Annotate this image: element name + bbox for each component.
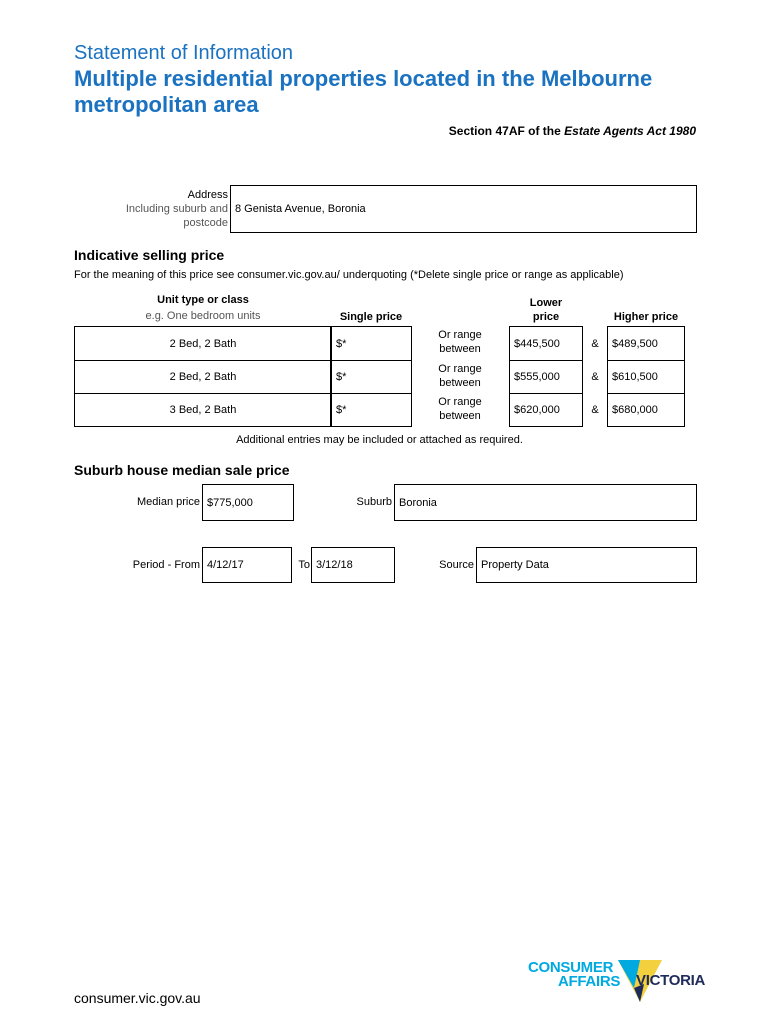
row1-lower[interactable]: $445,500: [509, 326, 583, 361]
row3-range-label: [412, 395, 508, 423]
indicative-price-heading: Indicative selling price: [74, 247, 225, 263]
row1-amp: &: [591, 337, 599, 350]
median-heading: Suburb house median sale price: [74, 462, 290, 478]
row2-unit[interactable]: 2 Bed, 2 Bath: [74, 360, 332, 394]
row2-range-1: Or range: [438, 363, 482, 375]
document-title-line1: Multiple residential properties located in the Melbourne: [74, 66, 653, 91]
legislation-act: Estate Agents Act 1980: [564, 124, 696, 138]
address-value: 8 Genista Avenue, Boronia: [235, 203, 366, 215]
row3-amp: &: [591, 404, 599, 416]
row1-range-2: between: [439, 343, 481, 355]
col-header-lower-1: Lower: [529, 297, 563, 309]
col-header-unit-example: e.g. One bedroom units: [145, 310, 261, 322]
source-field[interactable]: [476, 547, 697, 583]
logo-victoria: VICTORIA: [636, 972, 705, 989]
row2-range-label: [412, 362, 508, 390]
address-sublabel-1: Including suburb and: [125, 203, 228, 215]
suburb-label: Suburb: [356, 496, 392, 508]
row3-range-1: Or range: [438, 396, 482, 408]
period-from-value: 4/12/17: [207, 559, 244, 571]
period-from-label: Period - From: [132, 559, 200, 571]
source-label: Source: [439, 559, 474, 571]
col-header-lower: [509, 296, 583, 324]
row3-lower[interactable]: $620,000: [509, 393, 583, 427]
col-header-higher: Higher price: [613, 311, 679, 323]
row2-higher[interactable]: $610,500: [607, 360, 685, 394]
legislation-prefix: Section 47AF of the: [448, 124, 565, 138]
suburb-value: Boronia: [399, 496, 437, 509]
median-price-value: $775,000: [207, 496, 253, 509]
row2-single[interactable]: $*: [330, 360, 412, 394]
row3-higher[interactable]: $680,000: [607, 393, 685, 427]
row2-range-2: between: [439, 377, 481, 389]
median-price-field[interactable]: [202, 484, 294, 521]
additional-entries-note: Additional entries may be included or attached as required.: [236, 434, 523, 446]
period-to-field[interactable]: [311, 547, 395, 583]
col-header-single: Single price: [339, 311, 403, 323]
row3-range-2: between: [439, 410, 481, 422]
period-to-label: To: [298, 559, 310, 571]
row3-single[interactable]: $*: [330, 393, 412, 427]
legislation-reference: [449, 124, 696, 138]
address-label-group: [96, 188, 228, 230]
statement-title: Statement of Information: [74, 42, 294, 64]
row2-lower[interactable]: $555,000: [509, 360, 583, 394]
col-header-lower-2: price: [532, 311, 560, 323]
row3-unit[interactable]: 3 Bed, 2 Bath: [74, 393, 332, 427]
row2-amp: &: [591, 371, 599, 383]
logo-affairs: AFFAIRS: [558, 973, 621, 990]
row1-higher[interactable]: $489,500: [607, 326, 685, 361]
median-price-label: Median price: [137, 496, 200, 508]
period-from-field[interactable]: [202, 547, 292, 583]
suburb-field[interactable]: [394, 484, 697, 521]
period-to-value: 3/12/18: [316, 559, 353, 571]
col-header-unit: Unit type or class: [157, 294, 249, 306]
logo-consumer: CONSUMER: [528, 959, 614, 976]
row1-range-1: Or range: [438, 329, 482, 341]
address-label: Address: [187, 189, 228, 201]
indicative-price-note: For the meaning of this price see consumer.vic.gov.au/ underquoting (*Delete single price or range as applicable): [74, 269, 624, 281]
address-sublabel-2: postcode: [183, 217, 228, 229]
row1-unit[interactable]: 2 Bed, 2 Bath: [74, 326, 332, 361]
row1-range-label: [412, 328, 508, 356]
footer-url: consumer.vic.gov.au: [74, 990, 201, 1006]
consumer-affairs-victoria-logo: [528, 958, 708, 1008]
document-title-line2: metropolitan area: [74, 92, 259, 117]
source-value: Property Data: [481, 559, 549, 571]
row1-single[interactable]: $*: [330, 326, 412, 361]
address-field[interactable]: [230, 185, 697, 233]
